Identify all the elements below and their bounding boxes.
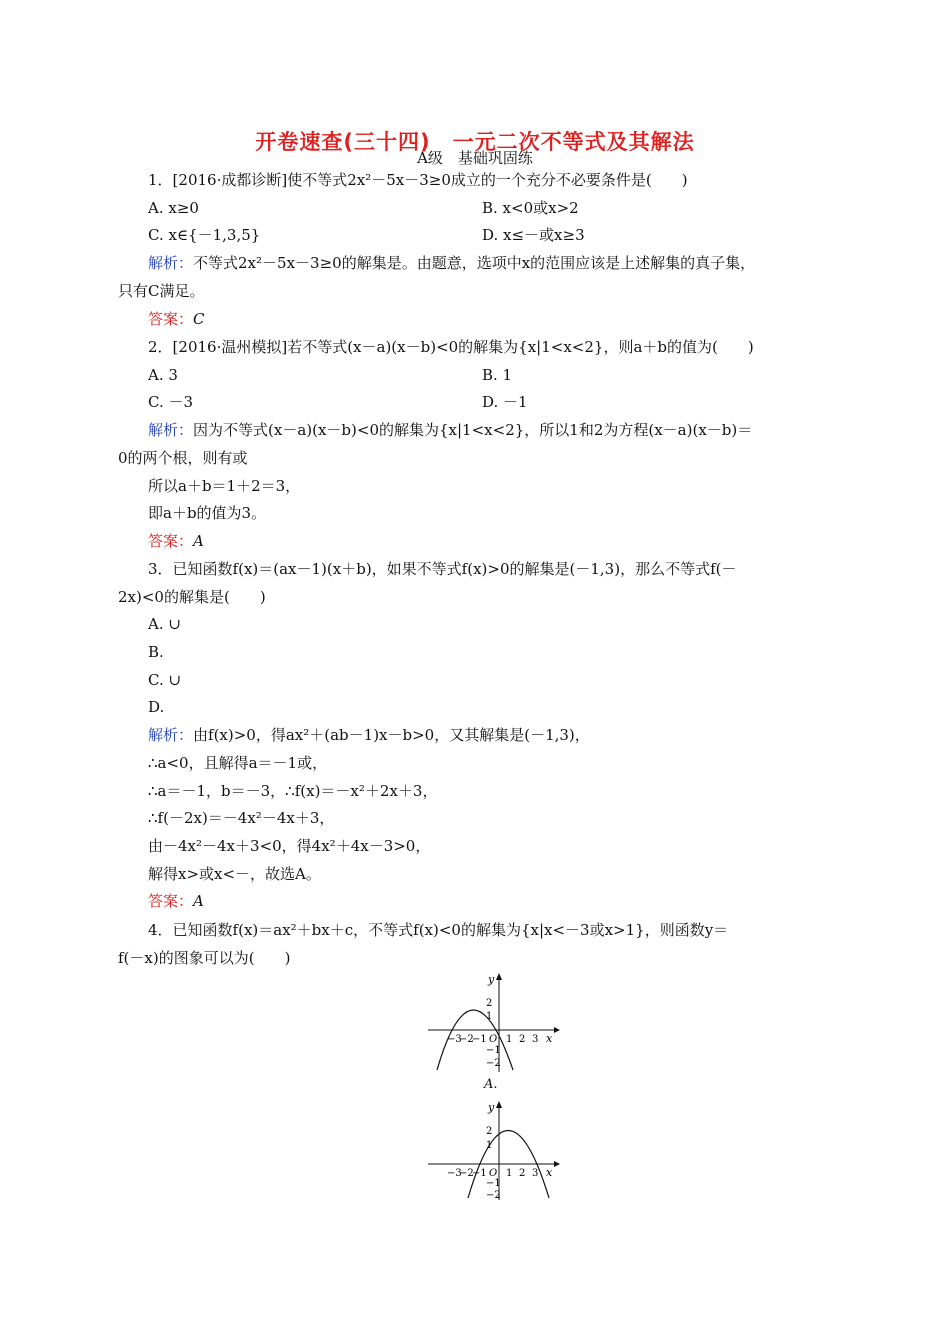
q1-analysis-cont: 只有C满足。 (118, 282, 205, 300)
q2-analysis-line4: 即a＋b的值为3。 (148, 504, 267, 522)
q3-stem: 3．已知函数f(x)＝(ax－1)(x＋b)，如果不等式f(x)>0的解集是(－1,3)，那么不等式f(－ (148, 560, 737, 578)
x-axis-arrow-icon (554, 1161, 560, 1167)
q2-analysis-label: 解析： (148, 421, 194, 439)
q3-answer-value: A (193, 892, 204, 910)
y-tick-1: 1 (486, 1011, 493, 1022)
origin-label: O (489, 1168, 498, 1179)
q4-graph-b (424, 1098, 564, 1203)
q2-analysis (148, 420, 752, 440)
q3-analysis-text: 由f(x)>0，得ax²＋(ab－1)x－b>0，又其解集是(－1,3)， (193, 726, 590, 744)
q3-analysis-line3: ∴a＝－1，b＝－3，∴f(x)＝－x²＋2x＋3， (148, 782, 438, 800)
q1-answer (148, 309, 205, 329)
q1-option-c: C. x∈{－1,3,5} (148, 226, 261, 244)
q3-analysis-line6: 解得x>或x<－，故选A。 (148, 865, 321, 883)
q2-answer-value: A (193, 532, 204, 550)
page-title: 开卷速查(三十四) 一元二次不等式及其解法 (255, 130, 695, 154)
q2-stem: 2．[2016·温州模拟]若不等式(x－a)(x－b)<0的解集为{x|1<x<2}，则a＋b的值为( ) (148, 338, 754, 356)
x-tick-m2: −2 (459, 1168, 474, 1179)
x-tick-m2: −2 (459, 1034, 474, 1045)
q3-analysis-line2: ∴a<0，且解得a＝－1或， (148, 754, 328, 772)
q3-analysis-line4: ∴f(－2x)＝－4x²－4x＋3， (148, 809, 335, 827)
q3-analysis-line5: 由－4x²－4x＋3<0，得4x²＋4x－3>0， (148, 837, 431, 855)
q2-option-b: B. 1 (482, 366, 513, 384)
q4-graph-a (424, 970, 564, 1075)
x-tick-3: 3 (532, 1168, 539, 1179)
q1-analysis (148, 253, 755, 273)
q3-analysis-label: 解析： (148, 726, 194, 744)
x-tick-1: 1 (506, 1034, 513, 1045)
x-tick-m1: −1 (472, 1034, 487, 1045)
q2-answer-label: 答案： (148, 532, 194, 550)
y-tick-2: 2 (486, 998, 493, 1009)
q3-analysis (148, 725, 590, 745)
y-axis-arrow-icon (496, 973, 502, 980)
q3-option-a: A. ∪ (148, 615, 181, 633)
y-tick-m1: −1 (486, 1178, 501, 1189)
origin-label: O (489, 1034, 498, 1045)
q1-answer-value: C (193, 310, 205, 328)
q1-answer-label: 答案： (148, 310, 194, 328)
q3-stem-cont: 2x)<0的解集是( ) (118, 588, 266, 606)
q3-option-c: C. ∪ (148, 671, 182, 689)
y-tick-m1: −1 (486, 1045, 501, 1056)
x-tick-m3: −3 (447, 1168, 462, 1179)
q4-graph-a-caption: A. (484, 1077, 498, 1092)
section-subtitle: A级 基础巩固练 (417, 149, 533, 167)
q4-stem: 4．已知函数f(x)＝ax²＋bx＋c，不等式f(x)<0的解集为{x|x<－3或x>1}，则函数y＝ (148, 921, 729, 939)
q2-answer (148, 531, 204, 551)
x-tick-3: 3 (532, 1034, 539, 1045)
x-axis-label: x (546, 1032, 553, 1045)
x-axis-arrow-icon (554, 1027, 560, 1033)
q1-option-a: A. x≥0 (148, 199, 199, 217)
q3-answer-label: 答案： (148, 892, 194, 910)
q3-option-b: B. (148, 643, 164, 661)
q2-analysis-cont: 0的两个根，则有或 (118, 449, 248, 467)
q1-option-d: D. x≤－或x≥3 (482, 226, 585, 244)
x-tick-1: 1 (506, 1168, 513, 1179)
q2-analysis-text: 因为不等式(x－a)(x－b)<0的解集为{x|1<x<2}，所以1和2为方程(x－a)(x－b)＝ (193, 421, 753, 439)
y-tick-m2: −2 (486, 1190, 501, 1201)
q3-option-d: D. (148, 698, 165, 716)
q1-option-b: B. x<0或x>2 (482, 199, 579, 217)
q4-stem-cont: f(－x)的图象可以为( ) (118, 949, 291, 967)
q1-analysis-label: 解析： (148, 254, 194, 272)
y-axis-arrow-icon (496, 1101, 502, 1108)
q2-analysis-line3: 所以a＋b＝1＋2＝3， (148, 477, 301, 495)
y-axis-label: y (488, 1101, 495, 1114)
y-tick-m2: −2 (486, 1058, 501, 1069)
q1-analysis-text: 不等式2x²－5x－3≥0的解集是。由题意，选项中x的范围应该是上述解集的真子集， (193, 254, 756, 272)
x-tick-2: 2 (519, 1168, 526, 1179)
x-tick-2: 2 (519, 1034, 526, 1045)
q2-option-a: A. 3 (148, 366, 178, 384)
y-tick-2: 2 (486, 1126, 493, 1137)
q2-option-d: D. －1 (482, 393, 528, 411)
x-tick-m1: −1 (472, 1168, 487, 1179)
x-tick-m3: −3 (447, 1034, 462, 1045)
y-axis-label: y (488, 973, 495, 986)
x-axis-label: x (546, 1166, 553, 1179)
q1-stem: 1．[2016·成都诊断]使不等式2x²－5x－3≥0成立的一个充分不必要条件是( ) (148, 171, 688, 189)
q3-answer (148, 891, 204, 911)
q2-option-c: C. －3 (148, 393, 194, 411)
y-tick-1: 1 (486, 1140, 493, 1151)
